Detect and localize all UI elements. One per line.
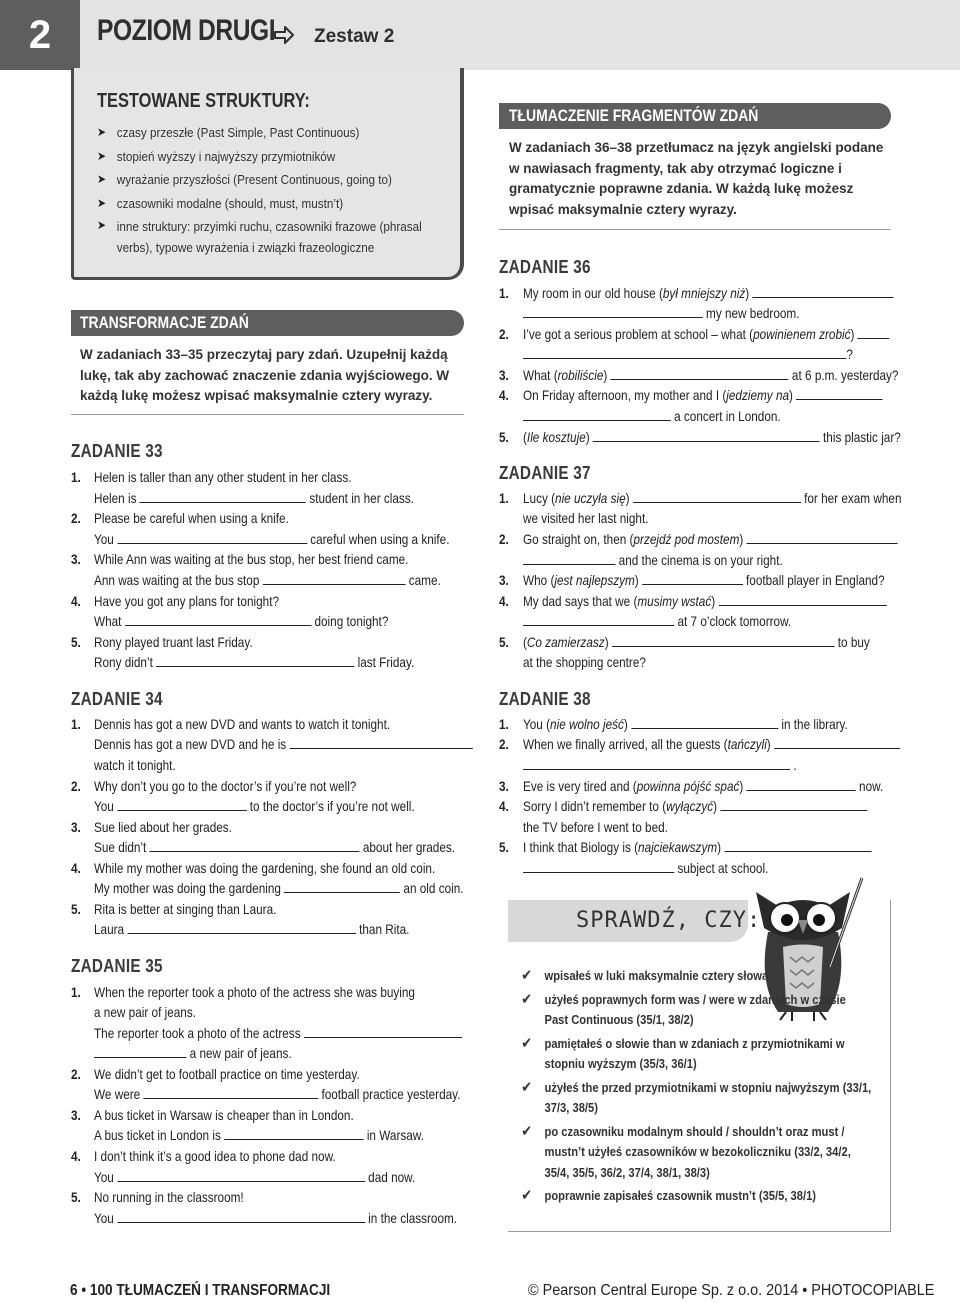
sentence: A bus ticket in Warsaw is cheaper than in London. [94,1107,354,1123]
answer-blank[interactable] [140,489,306,503]
sentence-gap: My mother was doing the gardening an old coin. [94,880,464,896]
answer-blank[interactable] [125,612,311,626]
checklist-item: ✔ poprawnie zapisałeś czasownik mustn’t (35/5, 38/1) [523,1186,872,1207]
item-number: 1. [71,469,81,485]
item-number: 3. [71,551,81,567]
tlumaczenie-banner-label: TŁUMACZENIE FRAGMENTÓW ZDAŃ [509,106,759,125]
sentence-continued: a new pair of jeans. [94,1004,196,1020]
item-number: 1. [499,716,509,732]
zadanie-36-title: ZADANIE 36 [499,257,591,277]
answer-blank[interactable] [796,386,883,400]
item-number: 1. [499,285,509,301]
answer-blank[interactable] [633,489,801,503]
answer-blank[interactable] [747,530,898,544]
answer-blank[interactable] [523,304,703,318]
item-number: 2. [499,736,509,752]
sentence-gap: Sue didn’t about her grades. [94,839,456,855]
checklist-item: ✔ użyłeś poprawnych form was / were w zdaniach w czasie Past Continuous (35/1, 38/2) [523,990,872,1031]
sentence-gap: a concert in London. [523,406,781,426]
answer-blank[interactable] [612,633,835,647]
sentence-gap: I think that Biology is (najciekawszym) [523,837,871,857]
sentence-gap: You dad now. [94,1169,416,1185]
zadanie-33-title: ZADANIE 33 [71,441,163,461]
item-number: 1. [71,984,81,1000]
zadanie-34-title: ZADANIE 34 [71,689,163,709]
item-number: 2. [71,778,81,794]
sentence-gap: ? [523,344,853,364]
item-number: 5. [71,901,81,917]
answer-blank[interactable] [718,592,886,606]
item-number: 4. [71,593,81,609]
item-number: 2. [71,1066,81,1082]
checklist-item: ✔ użyłeś the przed przymiotnikami w stopniu najwyższym (33/1, 37/3, 38/5) [523,1078,872,1119]
sentence: Dennis has got a new DVD and wants to watch it tonight. [94,716,391,732]
item-number: 4. [499,387,509,403]
answer-blank[interactable] [284,879,400,893]
sentence-gap: and the cinema is on your right. [523,550,783,570]
sentence: We didn’t get to football practice on time yesterday. [94,1066,360,1082]
zadanie-35-title: ZADANIE 35 [71,956,163,976]
sentence-gap: I’ve got a serious problem at school – what (powinienem zrobić) [523,324,890,344]
answer-blank[interactable] [94,1044,186,1058]
answer-blank[interactable] [611,366,789,380]
answer-blank[interactable] [117,1168,365,1182]
sentence-gap: Sorry I didn’t remember to (wyłączyć) [523,796,867,816]
item-number: 1. [71,716,81,732]
answer-blank[interactable] [523,756,790,770]
sentence-gap: My dad says that we (musimy wstać) [523,591,886,611]
sentence-gap: at 7 o’clock tomorrow. [523,611,791,631]
answer-blank[interactable] [724,838,871,852]
answer-blank[interactable] [304,1024,462,1038]
item-number: 2. [499,326,509,342]
list-item: ➤ czasowniki modalne (should, must, mustn’t) [97,192,455,216]
arrow-right-icon [273,24,295,46]
sentence-gap: You careful when using a knife. [94,531,450,547]
sentence-continued: watch it tonight. [94,757,176,773]
item-number: 3. [71,819,81,835]
answer-blank[interactable] [127,920,355,934]
sentence-gap: Lucy (nie uczyła się) for her exam when [523,490,902,506]
sentence: When the reporter took a photo of the actress she was buying [94,984,415,1000]
list-item: ➤ stopień wyższy i najwyższy przymiotników [97,145,455,169]
sentence-gap: On Friday afternoon, my mother and I (jedziemy na) [523,385,883,405]
item-number: 4. [499,798,509,814]
sentence-gap: My room in our old house (był mniejszy niż) [523,283,894,303]
item-number: 3. [499,572,509,588]
answer-blank[interactable] [117,530,307,544]
page-section-number: 2 [0,0,80,70]
answer-blank[interactable] [523,407,671,421]
answer-blank[interactable] [156,653,354,667]
sentence: While Ann was waiting at the bus stop, her best friend came. [94,551,409,567]
item-number: 2. [499,531,509,547]
answer-blank[interactable] [263,571,406,585]
sentence-gap: Rony didn’t last Friday. [94,654,415,670]
structures-title: TESTOWANE STRUKTURY: [97,90,310,112]
answer-blank[interactable] [523,345,846,359]
list-item: ➤ wyrażanie przyszłości (Present Continuous, going to) [97,168,455,192]
answer-blank[interactable] [858,325,890,339]
transformacje-banner-label: TRANSFORMACJE ZDAŃ [80,313,249,332]
sentence-gap: a new pair of jeans. [94,1043,292,1063]
structures-list [97,121,459,258]
sentence-gap: Laura than Rita. [94,921,410,937]
list-item: ➤ czasy przeszłe (Past Simple, Past Continuous) [97,121,455,145]
answer-blank[interactable] [150,838,360,852]
sentence-gap: Go straight on, then (przejdź pod mostem) [523,529,898,549]
sentence: While my mother was doing the gardening, she found an old coin. [94,860,436,876]
sentence-gap: subject at school. [523,858,768,878]
sentence: I don’t think it’s a good idea to phone dad now. [94,1148,336,1164]
sentence-continued: we visited her last night. [523,510,649,526]
footer-copyright: © Pearson Central Europe Sp. z o.o. 2014 • PHOTOCOPIABLE [528,1282,935,1299]
sentence-gap: Helen is student in her class. [94,490,414,506]
item-number: 5. [71,1189,81,1205]
sentence-gap: The reporter took a photo of the actress [94,1023,462,1043]
sentence: Helen is taller than any other student in her class. [94,469,352,485]
answer-blank[interactable] [224,1126,363,1140]
checklist-list [523,966,873,1210]
sentence-gap: (Co zamierzasz) to buy [523,634,870,650]
sentence-gap: When we finally arrived, all the guests (tańczyli) [523,734,900,754]
answer-blank[interactable] [747,777,856,791]
sentence-gap: Dennis has got a new DVD and he is [94,734,473,754]
item-number: 4. [71,860,81,876]
sentence: Sue lied about her grades. [94,819,232,835]
page-title: POZIOM DRUGI [97,14,276,47]
sentence: Rony played truant last Friday. [94,634,253,650]
answer-blank[interactable] [289,735,472,749]
checklist-title: SPRAWDŹ, CZY: [576,908,762,933]
checklist-item: ✔ po czasowniku modalnym should / shouldn’t oraz must / mustn’t użyłeś czasowników w bezokoliczniku (33/2, 34/2, 35/4, 35/5, 36/2, 37/4, 38/1, 38/3) [523,1122,872,1184]
sentence-gap: What (robiliście) at 6 p.m. yesterday? [523,367,899,383]
list-item: ➤ inne struktury: przyimki ruchu, czasowniki frazowe (phrasal verbs), typowe wyrażenia i związki frazeologiczne [97,215,455,258]
sentence-gap: Who (jest najlepszym) football player in England? [523,572,885,588]
item-number: 4. [71,1148,81,1164]
answer-blank[interactable] [752,284,893,298]
answer-blank[interactable] [642,571,743,585]
answer-blank[interactable] [523,551,615,565]
answer-blank[interactable] [117,1209,365,1223]
checklist-item: ✔ pamiętałeś o słowie than w zdaniach z przymiotnikami w stopniu wyższym (35/3, 36/1) [523,1034,872,1075]
answer-blank[interactable] [720,797,867,811]
item-number: 3. [499,778,509,794]
sentence: No running in the classroom! [94,1189,244,1205]
item-number: 4. [499,593,509,609]
sentence-gap: Ann was waiting at the bus stop came. [94,572,441,588]
answer-blank[interactable] [117,797,246,811]
item-number: 5. [499,839,509,855]
item-number: 1. [499,490,509,506]
sentence-continued: at the shopping centre? [523,654,646,670]
answer-blank[interactable] [143,1085,318,1099]
item-number: 5. [499,634,509,650]
sentence-gap: You to the doctor’s if you’re not well. [94,798,415,814]
page-subtitle: Zestaw 2 [314,26,395,47]
sentence-gap: . [523,755,797,775]
item-number: 5. [499,429,509,445]
sentence: Why don’t you go to the doctor’s if you’re not well? [94,778,357,794]
zadanie-38-title: ZADANIE 38 [499,689,591,709]
divider [71,414,464,415]
item-number: 2. [71,510,81,526]
item-number: 3. [499,367,509,383]
sentence-gap: You in the classroom. [94,1210,458,1226]
sentence: Please be careful when using a knife. [94,510,289,526]
answer-blank[interactable] [593,428,820,442]
sentence-gap: We were football practice yesterday. [94,1086,461,1102]
answer-blank[interactable] [631,715,778,729]
answer-blank[interactable] [523,612,674,626]
sentence-gap: You (nie wolno jeść) in the library. [523,716,848,732]
sentence: Rita is better at singing than Laura. [94,901,277,917]
footer-page-info: 6 • 100 TŁUMACZEŃ I TRANSFORMACJI [70,1282,331,1299]
sentence-gap: (Ile kosztuje) this plastic jar? [523,429,901,445]
sentence-gap: What doing tonight? [94,613,389,629]
item-number: 3. [71,1107,81,1123]
zadanie-37-title: ZADANIE 37 [499,463,591,483]
item-number: 5. [71,634,81,650]
tlumaczenie-instruction: W zadaniach 36–38 przetłumacz na język angielski podane w nawiasach fragmenty, tak aby otrzymać logiczne i gramatycznie poprawne zdania. W każdą lukę możesz wpisać maksymalnie cztery wyrazy. [509,140,884,217]
sentence-gap: Eve is very tired and (powinna pójść spać) now. [523,778,884,794]
transformacje-instruction: W zadaniach 33–35 przeczytaj pary zdań. Uzupełnij każdą lukę, tak aby zachować znaczenie zdania wyjściowego. W każdą lukę możesz wpisać maksymalnie cztery wyrazy. [80,347,450,403]
divider [499,229,891,230]
answer-blank[interactable] [523,859,674,873]
checklist-item: ✔ wpisałeś w luki maksymalnie cztery słowa [523,966,872,987]
sentence: Have you got any plans for tonight? [94,593,280,609]
sentence-gap: my new bedroom. [523,303,800,323]
answer-blank[interactable] [774,735,900,749]
sentence-gap: A bus ticket in London is in Warsaw. [94,1127,424,1143]
sentence-continued: the TV before I went to bed. [523,819,668,835]
